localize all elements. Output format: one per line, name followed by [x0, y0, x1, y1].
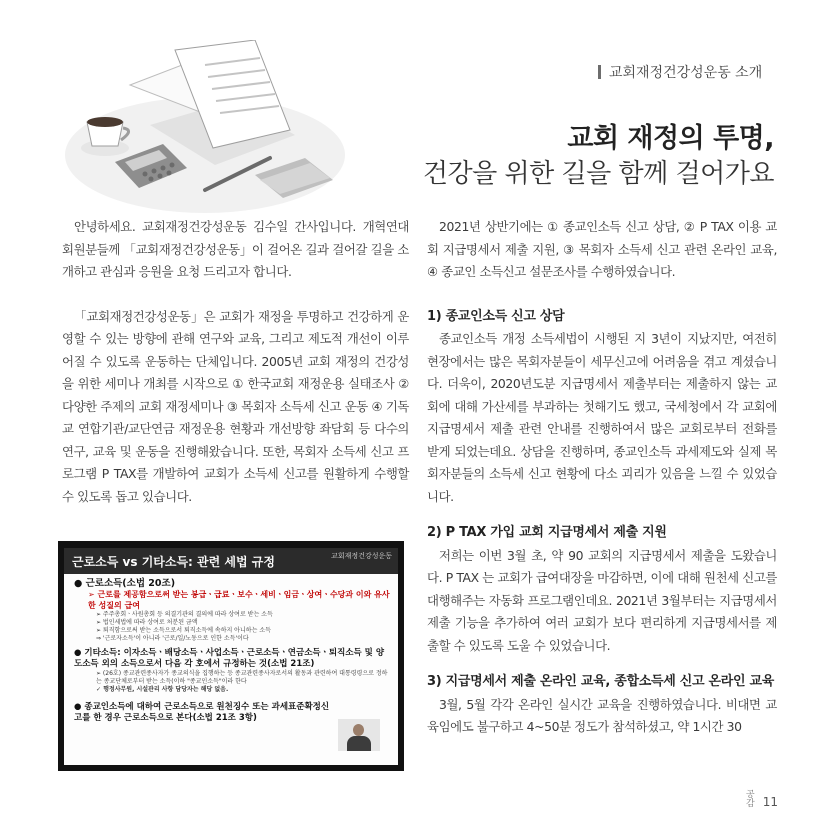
section-bar [598, 65, 601, 79]
education-paragraph: 3월, 5월 각각 온라인 실시간 교육을 진행하였습니다. 비대면 교육임에도 불구하고 4~50분 정도가 참석하셨고, 약 1시간 30 [427, 696, 777, 734]
section-label-text: 교회재정건강성운동 소개 [609, 65, 763, 81]
magazine-brand [746, 791, 755, 809]
slide-section-b: ● 기타소득: 이자소득ㆍ배당소득ㆍ사업소득ㆍ근로소득ㆍ연금소득ㆍ퇴직소득 및 양도소득 외의 소득으로서 다음 각 호에서 규정하는 것(소법 21조) [74, 648, 385, 669]
left-column [62, 216, 409, 508]
right-column [427, 216, 777, 739]
slide-a-sub1: ➢ 주주총회ㆍ사원총회 등 의결기관의 결의에 따라 상여로 받는 소득 [96, 611, 273, 618]
brand-char-1: 공 [746, 790, 755, 800]
counseling-paragraph: 종교인소득 개정 소득세법이 시행된 지 3년이 지났지만, 여전히 현장에서는 많은 목회자분들이 세무신고에 어려움을 겪고 계셨습니다. 더욱이, 2020년도분 지급명세서 제출부터는 제출하지 않는 교회에 대해 가산세를 부과하는 첫해기도 했고, 국세청에서 각 교회에 지급명세서 제출 관련 안내를 진행하여서 많은 교회로부터 전화를 받게 되었는데요. 상담을 진행하며, 종교인소득 과세제도와 실제 목회자분들의 소득세 신고 현황에 다소 괴리가 있음을 느낄 수 있었습니다. [427, 331, 777, 504]
heading-ptax: 2) P TAX 가입 교회 지급명세서 제출 지원 [427, 525, 667, 540]
section-label [598, 62, 762, 82]
article-title-line2: 건강을 위한 길을 함께 걸어가요 [422, 159, 774, 189]
slide-a-sub4: ⇒ '근로자소득'이 아니라 '근로/일/노동으로 인한 소득'이다 [96, 635, 249, 642]
slide-b-sub2: ✓ 행정사무원, 시설관리 사항 담당자는 해당 없음. [96, 686, 229, 693]
organization-paragraph: 「교회재정건강성운동」은 교회가 재정을 투명하고 건강하게 운영할 수 있는 방향에 관해 연구와 교육, 그리고 제도적 개선이 이루어질 수 있도록 운동하는 단체입니다. 2005년 교회 재정의 건강성을 위한 세미나 개최를 시작으로 ① 한국교회 재정운용 실태조사 ② 다양한 주제의 교회 재정세미나 ③ 목회자 소득세 신고 운동 ④ 기독교 연합기관/교단연금 재정운용 현황과 개선방향 좌담회 등 다수의 연구, 교육 및 운동을 진행해왔습니다. 또한, 목회자 소득세 신고 프로그램 P TAX를 개발하여 교회가 소득세 신고를 원활하게 수행할 수 있도록 돕고 있습니다. [62, 308, 409, 504]
slide-a-sub3: ➢ 퇴직함으로써 받는 소득으로서 퇴직소득에 속하지 아니하는 소득 [96, 627, 271, 634]
lecture-slide-image [58, 541, 404, 771]
slide-a-sub2: ➢ 법인세법에 따라 상여로 처분된 금액 [96, 619, 198, 626]
slide-section-c: ● 종교인소득에 대하여 근로소득으로 원천징수 또는 과세표준확정신고를 한 경우 근로소득으로 본다(소법 21조 3항) [74, 702, 330, 723]
slide-a-line: ➢ 근로를 제공함으로써 받는 봉급ㆍ급료ㆍ보수ㆍ세비ㆍ임금ㆍ상여ㆍ수당과 이와 유사한 성질의 급여 [88, 590, 390, 610]
heading-counseling: 1) 종교인소득 신고 상담 [427, 308, 565, 324]
page-footer [746, 791, 778, 809]
article-title-line1: 교회 재정의 투명, [567, 123, 774, 154]
slide-title: 근로소득 vs 기타소득: 관련 세법 규정 [72, 555, 275, 569]
slide-body [74, 578, 392, 724]
slide-header [64, 548, 398, 574]
slide-b-sub1: ➢ (26호) 종교관련종사자가 종교의식을 집행하는 등 종교관련종사자로서의 활동과 관련하여 대통령령으로 정하는 종교단체로부터 받는 소득(이하 "종교인소득"이라 한다 [96, 670, 388, 685]
right-intro-paragraph: 2021년 상반기에는 ① 종교인소득 신고 상담, ② P TAX 이용 교회 지급명세서 제출 지원, ③ 목회자 소득세 신고 관련 온라인 교육, ④ 종교인 소득신고 설문조사를 수행하였습니다. [427, 219, 777, 279]
slide-section-a: ● 근로소득(소법 20조) [74, 578, 176, 589]
ptax-paragraph: 저희는 이번 3월 초, 약 90 교회의 지급명세서 제출을 도왔습니다. P TAX 는 교회가 급여대장을 마감하면, 이에 대해 원천세 신고를 대행해주는 자동화 프로그램인데요. 2021년 3월부터는 지급명세서 제출 기능을 추가하여 여러 교회가 보다 편리하게 지급명세서를 제출할 수 있도록 도울 수 있었습니다. [427, 547, 777, 653]
brand-char-2: 감 [746, 799, 755, 809]
finance-illustration [55, 40, 355, 220]
slide-logo: 교회재정건강성운동 [331, 552, 392, 560]
heading-online-education: 3) 지급명세서 제출 온라인 교육, 종합소득세 신고 온라인 교육 [427, 674, 775, 689]
page-number: 11 [762, 795, 778, 809]
presenter-video-thumbnail [338, 719, 380, 751]
intro-paragraph: 안녕하세요. 교회재정건강성운동 김수일 간사입니다. 개혁연대 회원분들께 「교회재정건강성운동」이 걸어온 길과 걸어갈 길을 소개하고 관심과 응원을 요청 드리고자 합니다. [62, 219, 409, 279]
